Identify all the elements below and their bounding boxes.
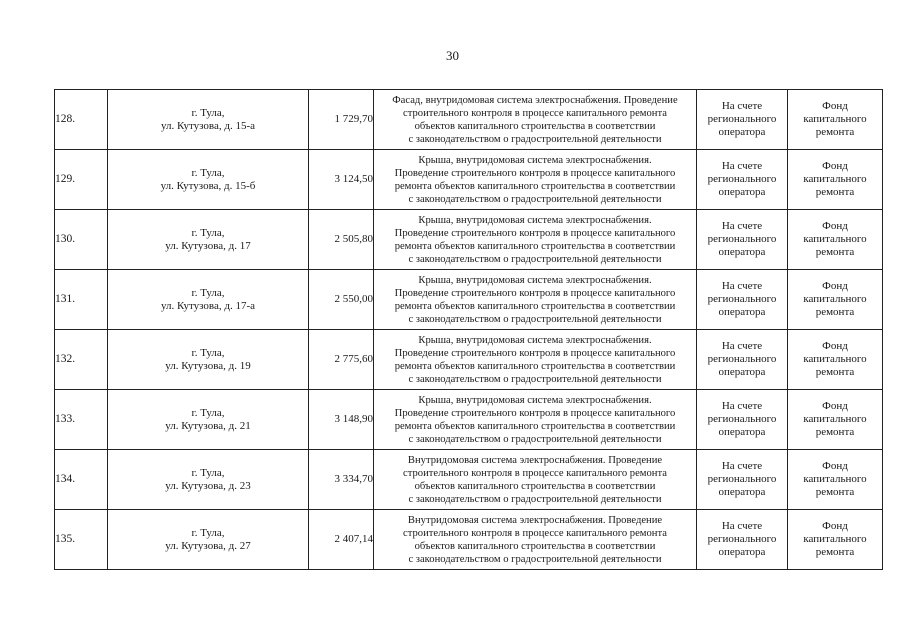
cost-cell — [309, 270, 374, 330]
work-description-line: с законодательством о градостроительной деятельности — [408, 133, 662, 145]
cost-cell — [309, 90, 374, 150]
row-number-cell — [55, 270, 108, 330]
work-description-line: объектов капитального строительства в соответствии — [414, 540, 656, 552]
funding-source-cell — [788, 90, 883, 150]
address-cell — [108, 390, 309, 450]
funding-source-line: Фонд — [822, 340, 848, 352]
work-description-line: Крыша, внутридомовая система электроснабжения. — [418, 214, 652, 226]
funding-source-line: капитального — [803, 353, 867, 365]
table-row — [55, 90, 883, 150]
row-number: 130. — [55, 233, 76, 245]
address-city: г. Тула, — [191, 346, 225, 359]
work-description-cell — [374, 270, 697, 330]
account-method-line: оператора — [718, 546, 766, 558]
work-description-line: строительного контроля в процессе капитального ремонта — [403, 467, 667, 479]
account-method-line: На счете — [721, 400, 763, 412]
account-method-line: оператора — [718, 486, 766, 498]
address-city: г. Тула, — [191, 406, 225, 419]
account-method-line: На счете — [721, 160, 763, 172]
funding-source-line: Фонд — [822, 100, 848, 112]
address-cell — [108, 510, 309, 570]
funding-source-line: Фонд — [822, 520, 848, 532]
cost-value: 2 505,80 — [334, 233, 373, 245]
account-method-line: оператора — [718, 426, 766, 438]
table-row — [55, 270, 883, 330]
account-method-line: регионального — [707, 233, 777, 245]
work-description-line: Проведение строительного контроля в процессе капитального — [394, 167, 676, 179]
address-cell — [108, 330, 309, 390]
table-row — [55, 390, 883, 450]
work-description-line: с законодательством о градостроительной деятельности — [408, 433, 662, 445]
work-description-line: Проведение строительного контроля в процессе капитального — [394, 347, 676, 359]
cost-value: 2 550,00 — [334, 293, 373, 305]
repair-program-table — [54, 89, 883, 570]
row-number-cell — [55, 210, 108, 270]
account-method-line: оператора — [718, 126, 766, 138]
row-number: 134. — [55, 473, 76, 485]
table-row — [55, 450, 883, 510]
funding-source-line: капитального — [803, 233, 867, 245]
account-method-cell — [697, 450, 788, 510]
work-description-line: объектов капитального строительства в соответствии — [414, 120, 656, 132]
cost-value: 3 124,50 — [334, 173, 373, 185]
work-description-line: с законодательством о градостроительной деятельности — [408, 313, 662, 325]
row-number: 131. — [55, 293, 76, 305]
cost-value: 2 775,60 — [334, 353, 373, 365]
address-street: ул. Кутузова, д. 15-а — [160, 119, 256, 132]
account-method-line: оператора — [718, 306, 766, 318]
row-number-cell — [55, 510, 108, 570]
address-street: ул. Кутузова, д. 27 — [165, 539, 251, 552]
account-method-line: регионального — [707, 113, 777, 125]
account-method-cell — [697, 510, 788, 570]
account-method-line: регионального — [707, 533, 777, 545]
row-number: 128. — [55, 113, 76, 125]
row-number-cell — [55, 330, 108, 390]
account-method-line: На счете — [721, 220, 763, 232]
table-row — [55, 210, 883, 270]
account-method-line: На счете — [721, 100, 763, 112]
funding-source-line: Фонд — [822, 280, 848, 292]
row-number: 133. — [55, 413, 76, 425]
work-description-line: ремонта объектов капитального строительства в соответствии — [394, 180, 676, 192]
work-description-line: Крыша, внутридомовая система электроснабжения. — [418, 394, 652, 406]
account-method-line: регионального — [707, 473, 777, 485]
work-description-line: ремонта объектов капитального строительства в соответствии — [394, 360, 676, 372]
work-description-line: Проведение строительного контроля в процессе капитального — [394, 227, 676, 239]
account-method-line: На счете — [721, 520, 763, 532]
table-row — [55, 510, 883, 570]
address-city: г. Тула, — [191, 286, 225, 299]
funding-source-line: Фонд — [822, 160, 848, 172]
address-city: г. Тула, — [191, 526, 225, 539]
cost-value: 3 334,70 — [334, 473, 373, 485]
account-method-cell — [697, 210, 788, 270]
funding-source-cell — [788, 330, 883, 390]
account-method-line: На счете — [721, 340, 763, 352]
work-description-cell — [374, 210, 697, 270]
funding-source-line: Фонд — [822, 400, 848, 412]
funding-source-cell — [788, 390, 883, 450]
work-description-line: строительного контроля в процессе капитального ремонта — [403, 527, 667, 539]
work-description-line: с законодательством о градостроительной деятельности — [408, 373, 662, 385]
account-method-line: регионального — [707, 173, 777, 185]
account-method-cell — [697, 90, 788, 150]
funding-source-line: ремонта — [815, 546, 855, 558]
funding-source-line: капитального — [803, 533, 867, 545]
cost-cell — [309, 330, 374, 390]
account-method-cell — [697, 150, 788, 210]
work-description-line: Внутридомовая система электроснабжения. Проведение — [407, 514, 663, 526]
row-number-cell — [55, 150, 108, 210]
work-description-line: Внутридомовая система электроснабжения. Проведение — [407, 454, 663, 466]
address-street: ул. Кутузова, д. 15-б — [160, 179, 256, 192]
funding-source-line: капитального — [803, 413, 867, 425]
account-method-line: оператора — [718, 186, 766, 198]
funding-source-line: ремонта — [815, 186, 855, 198]
funding-source-line: ремонта — [815, 306, 855, 318]
work-description-cell — [374, 510, 697, 570]
work-description-cell — [374, 450, 697, 510]
address-street: ул. Кутузова, д. 19 — [165, 359, 251, 372]
cost-cell — [309, 150, 374, 210]
work-description-line: с законодательством о градостроительной деятельности — [408, 253, 662, 265]
cost-cell — [309, 210, 374, 270]
address-street: ул. Кутузова, д. 21 — [165, 419, 251, 432]
funding-source-line: Фонд — [822, 460, 848, 472]
account-method-line: На счете — [721, 460, 763, 472]
work-description-cell — [374, 90, 697, 150]
account-method-line: регионального — [707, 293, 777, 305]
address-city: г. Тула, — [191, 166, 225, 179]
row-number-cell — [55, 90, 108, 150]
cost-value: 3 148,90 — [334, 413, 373, 425]
account-method-cell — [697, 270, 788, 330]
funding-source-cell — [788, 150, 883, 210]
work-description-line: ремонта объектов капитального строительства в соответствии — [394, 240, 676, 252]
address-city: г. Тула, — [191, 466, 225, 479]
address-cell — [108, 270, 309, 330]
funding-source-line: капитального — [803, 473, 867, 485]
account-method-line: На счете — [721, 280, 763, 292]
cost-cell — [309, 390, 374, 450]
work-description-line: объектов капитального строительства в соответствии — [414, 480, 656, 492]
work-description-line: Проведение строительного контроля в процессе капитального — [394, 407, 676, 419]
cost-cell — [309, 450, 374, 510]
row-number: 135. — [55, 533, 76, 545]
address-cell — [108, 90, 309, 150]
work-description-line: Крыша, внутридомовая система электроснабжения. — [418, 154, 652, 166]
work-description-line: Проведение строительного контроля в процессе капитального — [394, 287, 676, 299]
work-description-line: с законодательством о градостроительной деятельности — [408, 553, 662, 565]
work-description-cell — [374, 330, 697, 390]
row-number-cell — [55, 450, 108, 510]
work-description-cell — [374, 150, 697, 210]
work-description-line: Крыша, внутридомовая система электроснабжения. — [418, 334, 652, 346]
work-description-line: строительного контроля в процессе капитального ремонта — [403, 107, 667, 119]
funding-source-line: ремонта — [815, 246, 855, 258]
funding-source-line: Фонд — [822, 220, 848, 232]
table-row — [55, 150, 883, 210]
cost-value: 1 729,70 — [334, 113, 373, 125]
address-cell — [108, 210, 309, 270]
row-number: 132. — [55, 353, 76, 365]
address-street: ул. Кутузова, д. 17-а — [160, 299, 256, 312]
address-street: ул. Кутузова, д. 23 — [165, 479, 251, 492]
table-row — [55, 330, 883, 390]
row-number: 129. — [55, 173, 76, 185]
table-body — [55, 90, 883, 570]
row-number-cell — [55, 390, 108, 450]
funding-source-line: ремонта — [815, 366, 855, 378]
address-street: ул. Кутузова, д. 17 — [165, 239, 251, 252]
work-description-line: Крыша, внутридомовая система электроснабжения. — [418, 274, 652, 286]
funding-source-cell — [788, 450, 883, 510]
funding-source-line: ремонта — [815, 486, 855, 498]
cost-cell — [309, 510, 374, 570]
account-method-line: оператора — [718, 366, 766, 378]
work-description-line: ремонта объектов капитального строительства в соответствии — [394, 420, 676, 432]
funding-source-line: ремонта — [815, 126, 855, 138]
funding-source-line: капитального — [803, 113, 867, 125]
page-number: 30 — [446, 48, 459, 63]
address-cell — [108, 450, 309, 510]
address-city: г. Тула, — [191, 226, 225, 239]
work-description-line: с законодательством о градостроительной деятельности — [408, 193, 662, 205]
address-cell — [108, 150, 309, 210]
cost-value: 2 407,14 — [334, 533, 373, 545]
funding-source-cell — [788, 270, 883, 330]
work-description-line: ремонта объектов капитального строительства в соответствии — [394, 300, 676, 312]
work-description-line: с законодательством о градостроительной деятельности — [408, 493, 662, 505]
funding-source-cell — [788, 510, 883, 570]
funding-source-line: ремонта — [815, 426, 855, 438]
account-method-line: регионального — [707, 353, 777, 365]
account-method-cell — [697, 330, 788, 390]
funding-source-line: капитального — [803, 293, 867, 305]
funding-source-line: капитального — [803, 173, 867, 185]
work-description-line: Фасад, внутридомовая система электроснабжения. Проведение — [392, 94, 678, 106]
address-city: г. Тула, — [191, 106, 225, 119]
account-method-cell — [697, 390, 788, 450]
account-method-line: регионального — [707, 413, 777, 425]
account-method-line: оператора — [718, 246, 766, 258]
work-description-cell — [374, 390, 697, 450]
funding-source-cell — [788, 210, 883, 270]
